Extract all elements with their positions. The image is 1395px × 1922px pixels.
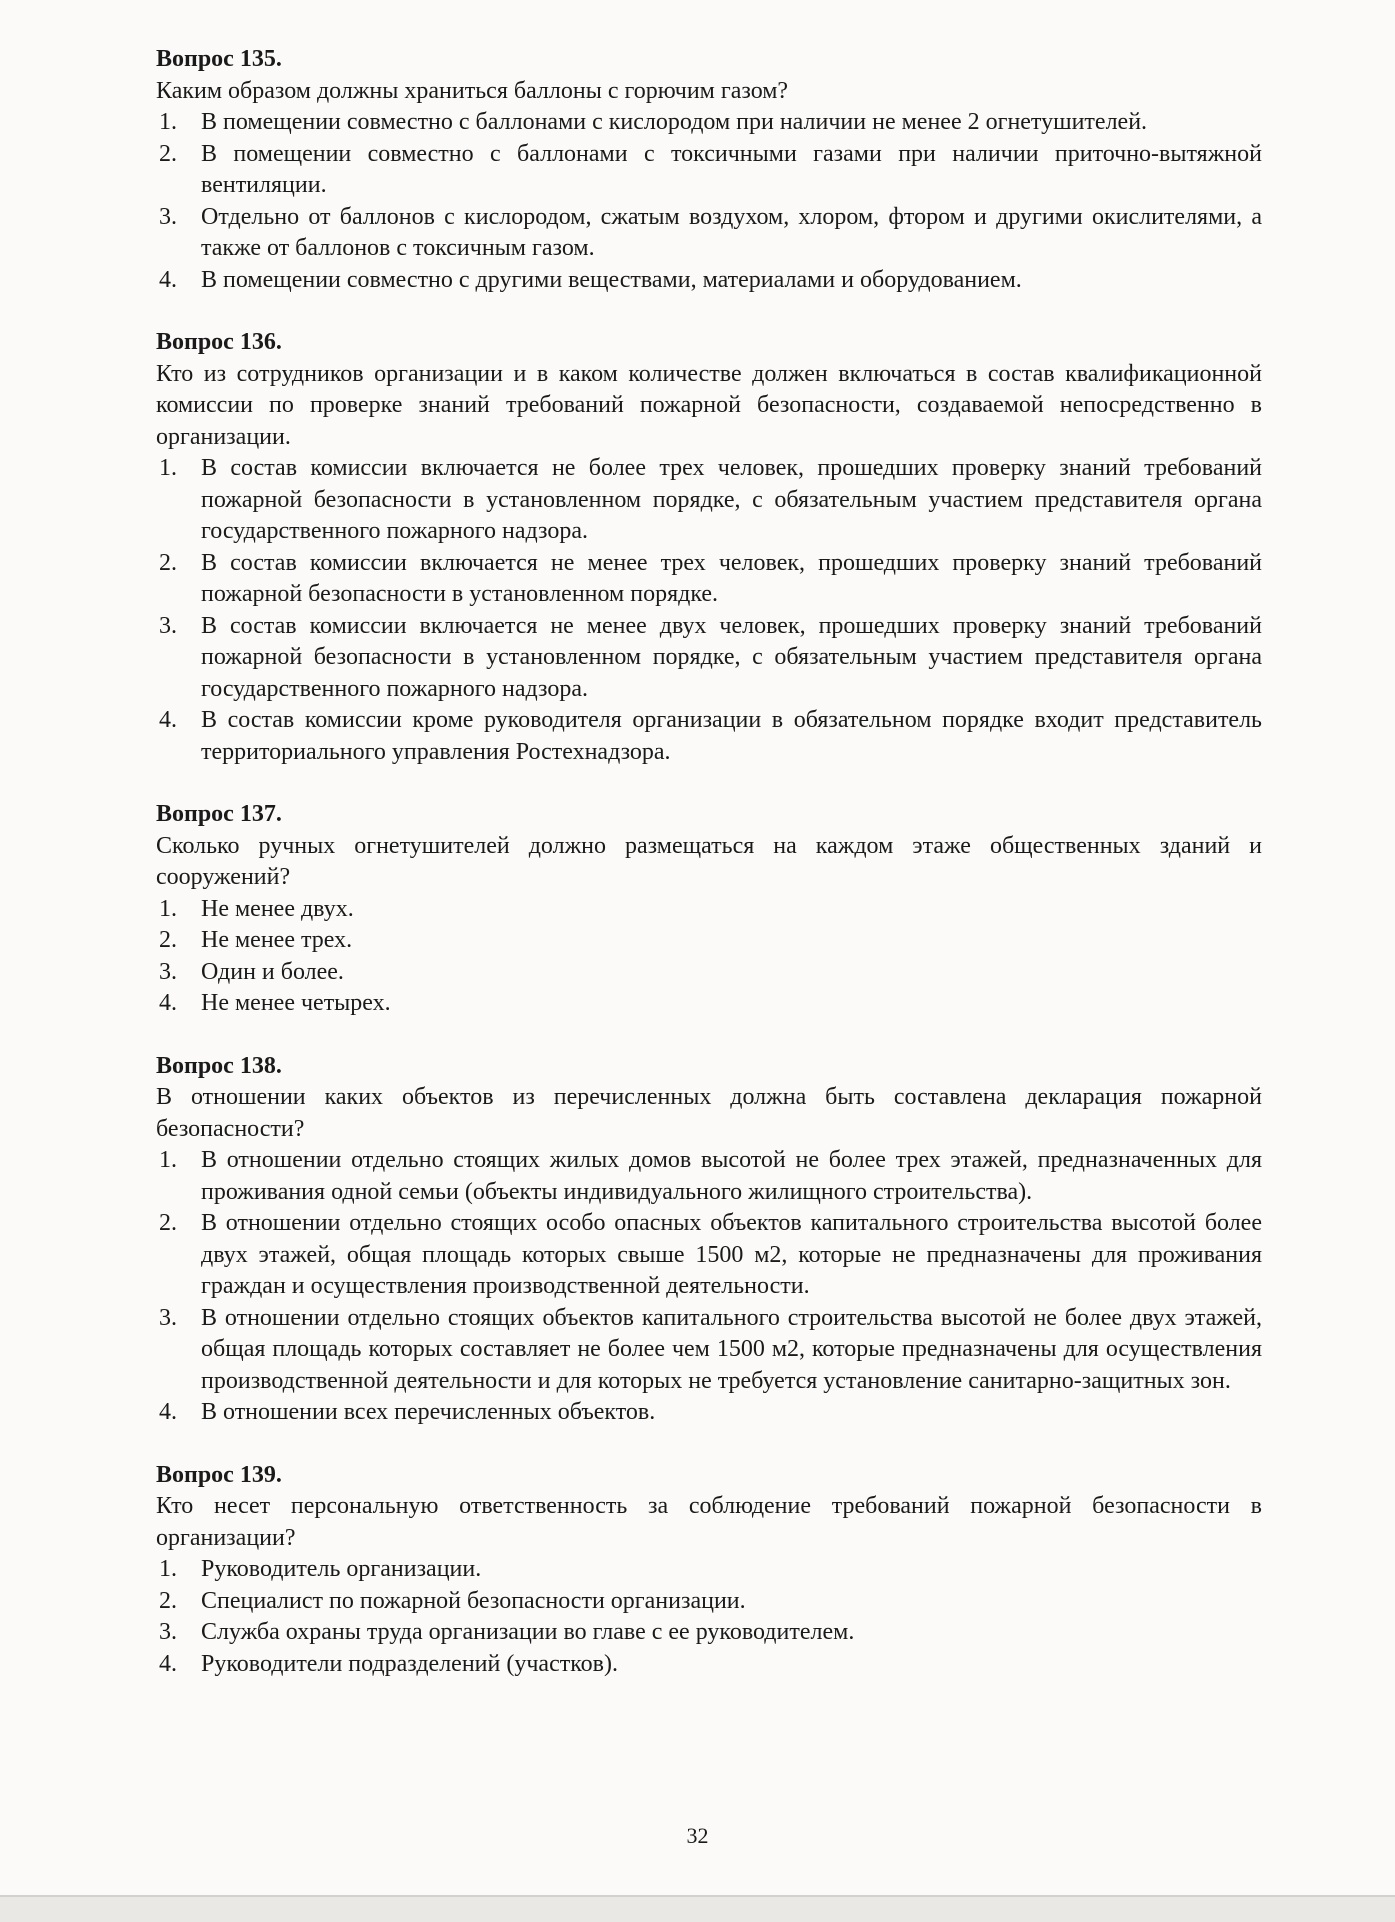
question-title: Вопрос 136.	[156, 329, 282, 355]
answer-item	[156, 1586, 1262, 1618]
answer-number: 1.	[159, 1147, 177, 1173]
answer-list	[156, 453, 1262, 768]
answer-text: Служба охраны труда организации во главе с ее руководителем.	[201, 1619, 855, 1645]
answer-list	[156, 1554, 1262, 1680]
answer-list	[156, 1145, 1262, 1429]
question-137	[156, 799, 1262, 1020]
question-text: Сколько ручных огнетушителей должно размещаться на каждом этаже общественных зданий и сооружений?	[156, 832, 1262, 890]
scan-page-edge	[0, 1895, 1395, 1922]
answer-number: 1.	[159, 455, 177, 481]
answer-item	[156, 548, 1262, 611]
answer-number: 3.	[159, 1619, 177, 1645]
answer-item	[156, 1617, 1262, 1649]
answer-text: Отдельно от баллонов с кислородом, сжатым воздухом, хлором, фтором и другими окислителями, а также от баллонов с токсичным газом.	[201, 203, 1262, 261]
question-text: Кто из сотрудников организации и в каком количестве должен включаться в состав квалификационной комиссии по проверке знаний требований пожарной безопасности, создаваемой непосредственно в организации.	[156, 360, 1262, 450]
answer-text: Не менее двух.	[201, 895, 354, 922]
question-title: Вопрос 135.	[156, 46, 282, 72]
answer-text: В состав комиссии кроме руководителя организации в обязательном порядке входит представитель территориального управления Ростехнадзора.	[201, 707, 1262, 765]
question-135	[156, 44, 1262, 296]
answer-text: Один и более.	[201, 958, 344, 985]
answer-text: В отношении отдельно стоящих жилых домов высотой не более трех этажей, предназначенных для проживания одной семьи (объекты индивидуального жилищного строительства).	[201, 1147, 1262, 1205]
answer-item	[156, 202, 1262, 265]
answer-number: 4.	[159, 1399, 177, 1425]
answer-number: 3.	[159, 1304, 177, 1331]
answer-number: 3.	[159, 612, 177, 639]
answer-number: 4.	[159, 1650, 177, 1677]
answer-item	[156, 1649, 1262, 1681]
answer-item	[156, 894, 1262, 926]
answer-text: В состав комиссии включается не менее трех человек, прошедших проверку знаний требований пожарной безопасности в установленном порядке.	[201, 549, 1262, 607]
answer-number: 2.	[159, 1587, 177, 1614]
answer-item	[156, 1554, 1262, 1586]
answer-text: В помещении совместно с баллонами с кислородом при наличии не менее 2 огнетушителей.	[201, 109, 1148, 135]
answer-text: В отношении отдельно стоящих объектов капитального строительства высотой не более двух этажей, общая площадь которых составляет не более чем 1500 м2, которые предназначены для осуществления производственной деятельности и для которых не требуется установление санитарно-защитных зон.	[201, 1304, 1262, 1394]
answer-item	[156, 1303, 1262, 1398]
answer-item	[156, 1208, 1262, 1303]
answer-item	[156, 107, 1262, 139]
answer-text: Не менее трех.	[201, 927, 353, 953]
question-text: Каким образом должны храниться баллоны с горючим газом?	[156, 77, 789, 104]
question-text: В отношении каких объектов из перечисленных должна быть составлена декларация пожарной безопасности?	[156, 1084, 1262, 1142]
answer-number: 4.	[159, 266, 177, 293]
answer-number: 1.	[159, 109, 177, 135]
answer-item	[156, 705, 1262, 768]
page-number: 32	[686, 1823, 709, 1848]
answer-text: В состав комиссии включается не менее двух человек, прошедших проверку знаний требований пожарной безопасности в установленном порядке, с обязательным участием представителя органа государственного пожарного надзора.	[201, 612, 1262, 702]
answer-item	[156, 453, 1262, 548]
answer-list	[156, 894, 1262, 1020]
answer-item	[156, 1397, 1262, 1429]
answer-text: Руководители подразделений (участков).	[201, 1650, 618, 1677]
answer-number: 3.	[159, 203, 177, 230]
answer-text: В отношении всех перечисленных объектов.	[201, 1399, 656, 1425]
answer-text: Руководитель организации.	[201, 1556, 482, 1582]
answer-number: 3.	[159, 958, 177, 985]
answer-item	[156, 1145, 1262, 1208]
question-139	[156, 1460, 1262, 1681]
question-title: Вопрос 138.	[156, 1052, 282, 1079]
answer-item	[156, 139, 1262, 202]
answer-item	[156, 925, 1262, 957]
answer-number: 1.	[159, 1556, 177, 1582]
answer-number: 1.	[159, 895, 177, 922]
question-136	[156, 327, 1262, 768]
answer-number: 2.	[159, 549, 177, 576]
question-title: Вопрос 137.	[156, 801, 282, 827]
answer-number: 2.	[159, 1210, 177, 1236]
question-title: Вопрос 139.	[156, 1461, 282, 1488]
answer-text: В отношении отдельно стоящих особо опасных объектов капитального строительства высотой более двух этажей, общая площадь которых свыше 1500 м2, которые не предназначены для проживания граждан и осуществления производственной деятельности.	[201, 1210, 1262, 1299]
page-content	[156, 44, 1262, 1711]
answer-number: 2.	[159, 140, 177, 167]
answer-text: В помещении совместно с баллонами с токсичными газами при наличии приточно-вытяжной вентиляции.	[201, 140, 1262, 198]
answer-number: 2.	[159, 927, 177, 953]
answer-text: В помещении совместно с другими веществами, материалами и оборудованием.	[201, 266, 1022, 293]
answer-text: В состав комиссии включается не более трех человек, прошедших проверку знаний требований пожарной безопасности в установленном порядке, с обязательным участием представителя органа государственного пожарного надзора.	[201, 455, 1262, 544]
answer-item	[156, 611, 1262, 706]
answer-text: Специалист по пожарной безопасности организации.	[201, 1587, 746, 1614]
question-text: Кто несет персональную ответственность за соблюдение требований пожарной безопасности в организации?	[156, 1493, 1262, 1551]
answer-item	[156, 265, 1262, 297]
answer-text: Не менее четырех.	[201, 990, 391, 1016]
answer-number: 4.	[159, 990, 177, 1016]
answer-number: 4.	[159, 707, 177, 733]
answer-item	[156, 957, 1262, 989]
answer-item	[156, 988, 1262, 1020]
question-138	[156, 1051, 1262, 1429]
answer-list	[156, 107, 1262, 296]
